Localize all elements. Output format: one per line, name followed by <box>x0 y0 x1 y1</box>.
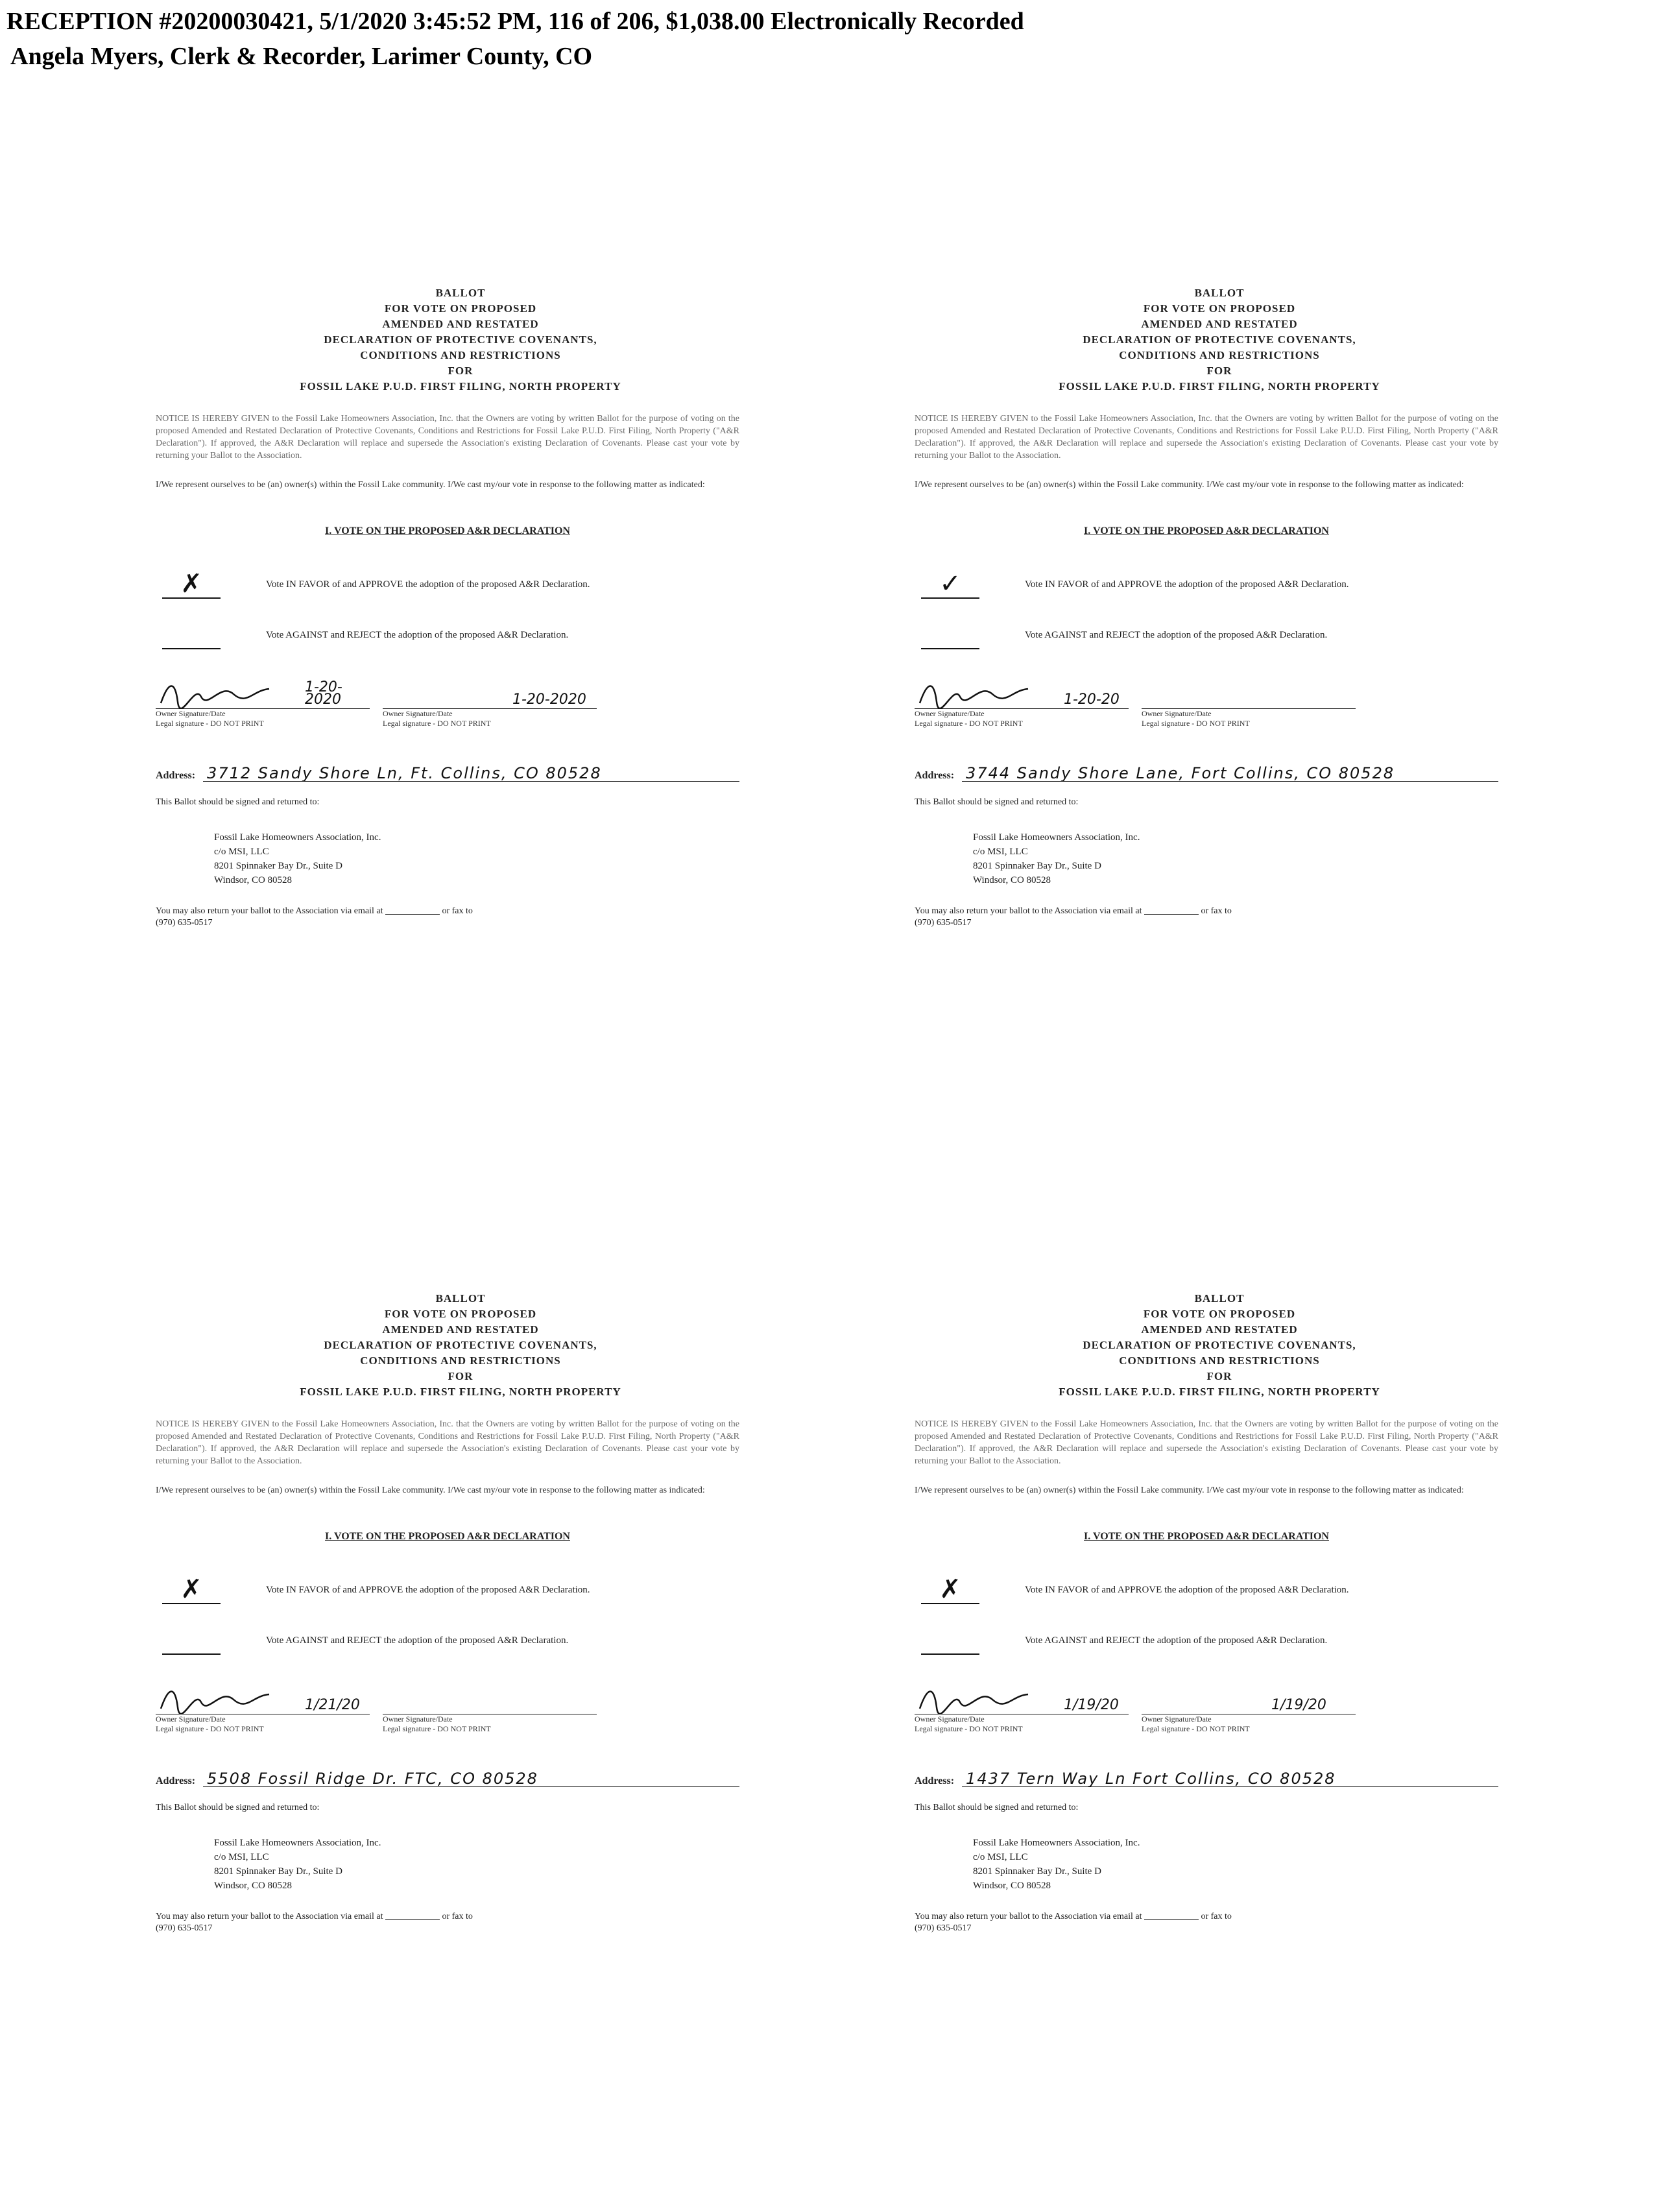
signature-date-1: 1/19/20 <box>1064 1697 1119 1713</box>
legal-sig-caption-2: Legal signature - DO NOT PRINT <box>383 719 491 728</box>
owner-signature-1[interactable] <box>915 1683 1129 1761</box>
org-line: c/o MSI, LLC <box>214 847 269 857</box>
favor-checkbox[interactable]: ✗ <box>162 570 221 599</box>
ballot-notice: NOTICE IS HEREBY GIVEN to the Fossil Lake Homeowners Association, Inc. that the Owners are voting by written Ballot for the purpose of voting on the proposed Amended and Restated Declaration of Protective Covenants, Conditions and Restrictions for Fossil Lake P.U.D. First Filing, North Property ("A&R Declaration"). If approved, the A&R Declaration will replace and supersede the Association's existing Declaration of Covenants. Please cast your vote by returning your Ballot to the Association. <box>156 414 739 461</box>
favor-label: Vote IN FAVOR of and APPROVE the adoption of the proposed A&R Declaration. <box>1025 1584 1349 1595</box>
address-label: Address: <box>915 770 955 781</box>
vote-against-row <box>156 1620 739 1661</box>
org-line: Windsor, CO 80528 <box>214 875 293 885</box>
org-line: Fossil Lake Homeowners Association, Inc. <box>214 1838 381 1848</box>
favor-label: Vote IN FAVOR of and APPROVE the adoption of the proposed A&R Declaration. <box>266 579 590 590</box>
ballot-notice: NOTICE IS HEREBY GIVEN to the Fossil Lake Homeowners Association, Inc. that the Owners are voting by written Ballot for the purpose of voting on the proposed Amended and Restated Declaration of Protective Covenants, Conditions and Restrictions for Fossil Lake P.U.D. First Filing, North Property ("A&R Declaration"). If approved, the A&R Declaration will replace and supersede the Association's existing Declaration of Covenants. Please cast your vote by returning your Ballot to the Association. <box>915 414 1498 461</box>
section-heading: I. VOTE ON THE PROPOSED A&R DECLARATION <box>1084 525 1329 536</box>
org-line: 8201 Spinnaker Bay Dr., Suite D <box>973 861 1101 871</box>
legal-sig-caption-2: Legal signature - DO NOT PRINT <box>1142 1724 1250 1733</box>
title-line: DECLARATION OF PROTECTIVE COVENANTS, <box>1083 1339 1356 1351</box>
title-line: FOSSIL LAKE P.U.D. FIRST FILING, NORTH PROPERTY <box>1059 380 1380 392</box>
handwritten-address: 3744 Sandy Shore Lane, Fort Collins, CO 80528 <box>966 764 1395 782</box>
fax-number: (970) 635-0517 <box>915 1923 972 1933</box>
fax-number: (970) 635-0517 <box>156 1923 213 1933</box>
title-line: FOSSIL LAKE P.U.D. FIRST FILING, NORTH PROPERTY <box>1059 1386 1380 1398</box>
email-link[interactable] <box>385 1912 440 1921</box>
association-address <box>214 1836 739 1893</box>
signature-block <box>915 677 1498 755</box>
email-instructions <box>915 906 1498 929</box>
ballot-notice: NOTICE IS HEREBY GIVEN to the Fossil Lake Homeowners Association, Inc. that the Owners are voting by written Ballot for the purpose of voting on the proposed Amended and Restated Declaration of Protective Covenants, Conditions and Restrictions for Fossil Lake P.U.D. First Filing, North Property ("A&R Declaration"). If approved, the A&R Declaration will replace and supersede the Association's existing Declaration of Covenants. Please cast your vote by returning your Ballot to the Association. <box>156 1419 739 1466</box>
address-label: Address: <box>915 1775 955 1786</box>
title-line: AMENDED AND RESTATED <box>382 1323 539 1336</box>
org-line: Fossil Lake Homeowners Association, Inc. <box>973 832 1140 843</box>
title-line: CONDITIONS AND RESTRICTIONS <box>360 1354 561 1367</box>
address-label: Address: <box>156 1775 196 1786</box>
return-instructions: This Ballot should be signed and returned to: <box>915 797 1079 807</box>
favor-checkbox[interactable]: ✗ <box>162 1576 221 1604</box>
vote-against-row <box>915 1620 1498 1661</box>
signature-date-2: 1-20-2020 <box>512 691 586 708</box>
address-row <box>915 759 1498 782</box>
against-label: Vote AGAINST and REJECT the adoption of the proposed A&R Declaration. <box>1025 1635 1328 1646</box>
clerk-line: Angela Myers, Clerk & Recorder, Larimer County, CO <box>10 43 593 70</box>
owner-signature-1[interactable] <box>156 677 370 755</box>
legal-sig-caption-1: Legal signature - DO NOT PRINT <box>156 719 264 728</box>
title-line: CONDITIONS AND RESTRICTIONS <box>1119 1354 1320 1367</box>
vote-favor-row <box>156 564 739 605</box>
email-prefix: You may also return your ballot to the Association via email at <box>156 906 383 916</box>
owner-sig-caption-1: Owner Signature/Date <box>915 709 985 718</box>
vote-against-row <box>915 615 1498 655</box>
email-prefix: You may also return your ballot to the Association via email at <box>915 906 1142 916</box>
ballot-title <box>156 285 739 394</box>
against-checkbox[interactable] <box>162 1626 221 1655</box>
favor-label: Vote IN FAVOR of and APPROVE the adoption of the proposed A&R Declaration. <box>1025 579 1349 590</box>
fax-number: (970) 635-0517 <box>156 918 213 928</box>
signature-line-2 <box>383 1683 597 1714</box>
address-field[interactable] <box>962 1764 1498 1787</box>
email-prefix: You may also return your ballot to the Association via email at <box>915 1912 1142 1921</box>
title-line: FOR VOTE ON PROPOSED <box>384 302 537 315</box>
handwritten-address: 5508 Fossil Ridge Dr. FTC, CO 80528 <box>207 1770 538 1788</box>
favor-checkbox[interactable]: ✓ <box>921 570 979 599</box>
ballot-represent: I/We represent ourselves to be (an) owner(s) within the Fossil Lake community. I/We cast my/our vote in response to the following matter as indicated: <box>915 480 1464 490</box>
title-line: FOR <box>448 365 473 377</box>
legal-sig-caption-2: Legal signature - DO NOT PRINT <box>383 1724 491 1733</box>
signature-line-2 <box>383 677 597 709</box>
section-heading: I. VOTE ON THE PROPOSED A&R DECLARATION <box>325 1531 570 1542</box>
signature-date-1: 1-20-20 <box>1064 691 1120 708</box>
email-prefix: You may also return your ballot to the Association via email at <box>156 1912 383 1921</box>
signature-line-1 <box>915 677 1129 709</box>
against-label: Vote AGAINST and REJECT the adoption of the proposed A&R Declaration. <box>1025 629 1328 640</box>
email-suffix: or fax to <box>442 1912 473 1921</box>
email-link[interactable] <box>1144 1912 1199 1921</box>
email-link[interactable] <box>1144 906 1199 916</box>
owner-sig-caption-1: Owner Signature/Date <box>915 1714 985 1724</box>
ballot-title <box>915 285 1498 394</box>
email-suffix: or fax to <box>1201 1912 1232 1921</box>
title-line: BALLOT <box>1194 287 1245 299</box>
email-instructions <box>156 1911 739 1934</box>
signature-date-2: 1/19/20 <box>1271 1697 1326 1713</box>
handwritten-signature-1 <box>156 1683 272 1714</box>
title-line: FOR <box>1206 1370 1232 1382</box>
legal-sig-caption-1: Legal signature - DO NOT PRINT <box>156 1724 264 1733</box>
address-field[interactable] <box>203 1764 739 1787</box>
title-line: BALLOT <box>435 287 486 299</box>
title-line: DECLARATION OF PROTECTIVE COVENANTS, <box>1083 333 1356 346</box>
reception-line: RECEPTION #20200030421, 5/1/2020 3:45:52 PM, 116 of 206, $1,038.00 Electronically Recorded <box>6 8 1024 35</box>
against-checkbox[interactable] <box>921 621 979 649</box>
org-line: Windsor, CO 80528 <box>214 1881 293 1891</box>
org-line: 8201 Spinnaker Bay Dr., Suite D <box>214 861 342 871</box>
owner-signature-1[interactable] <box>915 677 1129 755</box>
title-line: BALLOT <box>1194 1292 1245 1304</box>
return-instructions: This Ballot should be signed and returned to: <box>156 1803 320 1812</box>
signature-line-1 <box>156 677 370 709</box>
signature-block <box>156 1683 739 1761</box>
org-line: Fossil Lake Homeowners Association, Inc. <box>214 832 381 843</box>
owner-sig-caption-2: Owner Signature/Date <box>383 1714 453 1724</box>
ballot-form-1 <box>156 285 739 1109</box>
handwritten-signature-1 <box>156 677 272 708</box>
handwritten-address: 3712 Sandy Shore Ln, Ft. Collins, CO 80528 <box>207 764 602 782</box>
ballot-notice: NOTICE IS HEREBY GIVEN to the Fossil Lake Homeowners Association, Inc. that the Owners are voting by written Ballot for the purpose of voting on the proposed Amended and Restated Declaration of Protective Covenants, Conditions and Restrictions for Fossil Lake P.U.D. First Filing, North Property ("A&R Declaration"). If approved, the A&R Declaration will replace and supersede the Association's existing Declaration of Covenants. Please cast your vote by returning your Ballot to the Association. <box>915 1419 1498 1466</box>
title-line: DECLARATION OF PROTECTIVE COVENANTS, <box>324 1339 597 1351</box>
signature-line-1 <box>915 1683 1129 1714</box>
title-line: FOSSIL LAKE P.U.D. FIRST FILING, NORTH PROPERTY <box>300 1386 621 1398</box>
legal-sig-caption-2: Legal signature - DO NOT PRINT <box>1142 719 1250 728</box>
title-line: AMENDED AND RESTATED <box>1141 1323 1298 1336</box>
org-line: c/o MSI, LLC <box>973 1852 1028 1862</box>
return-instructions: This Ballot should be signed and returned to: <box>915 1803 1079 1812</box>
ballot-form-4 <box>915 1291 1498 2115</box>
org-line: c/o MSI, LLC <box>973 847 1028 857</box>
owner-sig-caption-2: Owner Signature/Date <box>1142 709 1212 718</box>
owner-signature-2[interactable] <box>1142 1683 1356 1761</box>
handwritten-signature-1 <box>915 1683 1031 1714</box>
return-instructions: This Ballot should be signed and returned to: <box>156 797 320 807</box>
vote-favor-row <box>156 1570 739 1610</box>
title-line: FOR <box>448 1370 473 1382</box>
owner-sig-caption-2: Owner Signature/Date <box>383 709 453 718</box>
address-field[interactable] <box>203 759 739 782</box>
title-line: AMENDED AND RESTATED <box>382 318 539 330</box>
favor-label: Vote IN FAVOR of and APPROVE the adoption of the proposed A&R Declaration. <box>266 1584 590 1595</box>
against-label: Vote AGAINST and REJECT the adoption of the proposed A&R Declaration. <box>266 629 569 640</box>
email-instructions <box>915 1911 1498 1934</box>
section-heading: I. VOTE ON THE PROPOSED A&R DECLARATION <box>325 525 570 536</box>
favor-checkbox[interactable]: ✗ <box>921 1576 979 1604</box>
org-line: c/o MSI, LLC <box>214 1852 269 1862</box>
against-checkbox[interactable] <box>162 621 221 649</box>
org-line: Fossil Lake Homeowners Association, Inc. <box>973 1838 1140 1848</box>
owner-sig-caption-1: Owner Signature/Date <box>156 1714 226 1724</box>
ballot-form-2 <box>915 285 1498 1109</box>
signature-date-1: 1/21/20 <box>305 1697 360 1713</box>
against-checkbox[interactable] <box>921 1626 979 1655</box>
signature-date-1: 1-20-2020 <box>305 679 342 708</box>
title-line: DECLARATION OF PROTECTIVE COVENANTS, <box>324 333 597 346</box>
owner-signature-2[interactable] <box>383 1683 597 1761</box>
vote-favor-row <box>915 564 1498 605</box>
address-row <box>156 759 739 782</box>
association-address <box>973 830 1498 887</box>
legal-sig-caption-1: Legal signature - DO NOT PRINT <box>915 1724 1023 1733</box>
title-line: FOR VOTE ON PROPOSED <box>384 1308 537 1320</box>
email-link[interactable] <box>385 906 440 916</box>
signature-line-2 <box>1142 1683 1356 1714</box>
address-row <box>915 1764 1498 1787</box>
against-label: Vote AGAINST and REJECT the adoption of the proposed A&R Declaration. <box>266 1635 569 1646</box>
signature-line-1 <box>156 1683 370 1714</box>
owner-signature-2[interactable] <box>1142 677 1356 755</box>
ballot-title <box>156 1291 739 1400</box>
fax-number: (970) 635-0517 <box>915 918 972 928</box>
ballot-title <box>915 1291 1498 1400</box>
address-label: Address: <box>156 770 196 781</box>
address-field[interactable] <box>962 759 1498 782</box>
owner-signature-1[interactable] <box>156 1683 370 1761</box>
title-line: FOR VOTE ON PROPOSED <box>1143 1308 1296 1320</box>
title-line: FOSSIL LAKE P.U.D. FIRST FILING, NORTH PROPERTY <box>300 380 621 392</box>
section-heading: I. VOTE ON THE PROPOSED A&R DECLARATION <box>1084 1531 1329 1542</box>
ballot-represent: I/We represent ourselves to be (an) owner(s) within the Fossil Lake community. I/We cast my/our vote in response to the following matter as indicated: <box>156 480 705 490</box>
recording-header <box>6 4 1024 74</box>
ballot-form-3 <box>156 1291 739 2115</box>
title-line: FOR VOTE ON PROPOSED <box>1143 302 1296 315</box>
title-line: CONDITIONS AND RESTRICTIONS <box>360 349 561 361</box>
association-address <box>214 830 739 887</box>
address-row <box>156 1764 739 1787</box>
ballot-represent: I/We represent ourselves to be (an) owner(s) within the Fossil Lake community. I/We cast my/our vote in response to the following matter as indicated: <box>156 1485 705 1495</box>
owner-sig-caption-2: Owner Signature/Date <box>1142 1714 1212 1724</box>
title-line: BALLOT <box>435 1292 486 1304</box>
title-line: FOR <box>1206 365 1232 377</box>
title-line: CONDITIONS AND RESTRICTIONS <box>1119 349 1320 361</box>
org-line: Windsor, CO 80528 <box>973 1881 1051 1891</box>
title-line: AMENDED AND RESTATED <box>1141 318 1298 330</box>
org-line: Windsor, CO 80528 <box>973 875 1051 885</box>
association-address <box>973 1836 1498 1893</box>
email-suffix: or fax to <box>442 906 473 916</box>
ballot-represent: I/We represent ourselves to be (an) owner(s) within the Fossil Lake community. I/We cast my/our vote in response to the following matter as indicated: <box>915 1485 1464 1495</box>
org-line: 8201 Spinnaker Bay Dr., Suite D <box>214 1866 342 1877</box>
email-suffix: or fax to <box>1201 906 1232 916</box>
legal-sig-caption-1: Legal signature - DO NOT PRINT <box>915 719 1023 728</box>
org-line: 8201 Spinnaker Bay Dr., Suite D <box>973 1866 1101 1877</box>
owner-sig-caption-1: Owner Signature/Date <box>156 709 226 718</box>
vote-favor-row <box>915 1570 1498 1610</box>
signature-block <box>915 1683 1498 1761</box>
handwritten-address: 1437 Tern Way Ln Fort Collins, CO 80528 <box>966 1770 1336 1788</box>
owner-signature-2[interactable] <box>383 677 597 755</box>
signature-line-2 <box>1142 677 1356 709</box>
handwritten-signature-1 <box>915 677 1031 708</box>
vote-against-row <box>156 615 739 655</box>
signature-block <box>156 677 739 755</box>
email-instructions <box>156 906 739 929</box>
